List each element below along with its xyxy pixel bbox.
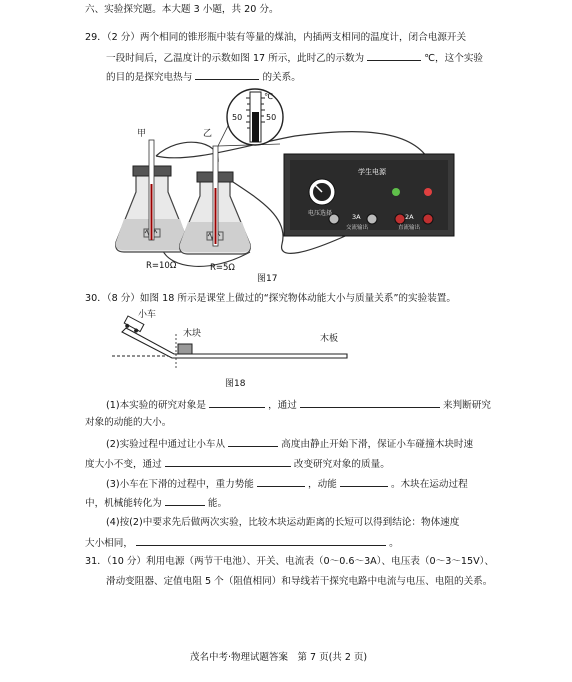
q30-p1 bbox=[106, 397, 491, 413]
ramp-and-board bbox=[122, 328, 347, 358]
q29-line2-text-a: 一段时间后，乙温度计的示数如图 17 所示，此时乙的示数为 bbox=[106, 53, 365, 64]
power-left-terminal: 3A bbox=[352, 213, 361, 221]
section-heading: 六、实验探究题。本大题 3 小题，共 20 分。 bbox=[85, 4, 279, 15]
fig18-car-label: 小车 bbox=[138, 310, 157, 320]
label-yi: 乙 bbox=[203, 129, 213, 139]
power-title: 学生电源 bbox=[358, 168, 386, 176]
q29-line3-text-b: 的关系。 bbox=[262, 72, 301, 83]
q30-p3-text-e: 能。 bbox=[207, 498, 228, 509]
q30-p2-text-b: 高度由静止开始下滑，保证小车碰撞木块时速 bbox=[281, 439, 474, 450]
q30-p3 bbox=[106, 476, 468, 492]
q29-line1: 29．（2 分）两个相同的锥形瓶中装有等量的煤油，内插两支相同的温度计，闭合电源开关 bbox=[85, 32, 467, 43]
q30-p4-text-c: 。 bbox=[389, 538, 399, 549]
q30-p1-text-a: (1)本实验的研究对象是 bbox=[106, 400, 206, 411]
q31-line2: 滑动变阻器、定值电阻 5 个（阻值相同）和导线若干探究电路中电流与电压、电阻的关系。 bbox=[106, 576, 493, 587]
answer-blank-temperature[interactable] bbox=[367, 50, 421, 61]
answer-blank-conclusion[interactable] bbox=[136, 535, 386, 546]
q30-p2-text-d: 改变研究对象的质量。 bbox=[293, 459, 390, 470]
fig18-block-label: 木块 bbox=[183, 329, 202, 339]
q30-p2-text-c: 度大小不变，通过 bbox=[85, 459, 162, 470]
answer-blank-factor[interactable] bbox=[195, 69, 259, 80]
answer-blank-height[interactable] bbox=[228, 436, 278, 447]
q29-line2 bbox=[106, 50, 483, 66]
q30-p3-text-d: 中，机械能转化为 bbox=[85, 498, 162, 509]
resistor-yi-label: R=5Ω bbox=[210, 263, 235, 273]
answer-blank-judge[interactable] bbox=[300, 397, 440, 408]
q30-p1-text-b: ，通过 bbox=[268, 400, 297, 411]
q31-line1: 31．（10 分）利用电源（两节干电池）、开关、电流表（0～0.6～3A）、电压表（0～3～15V）、 bbox=[85, 556, 495, 567]
thermo-right-value: 50 bbox=[266, 113, 277, 122]
q30-p2-text-a: (2)实验过程中通过让小车从 bbox=[106, 439, 226, 450]
q30-p4-text-b: 大小相同， bbox=[85, 538, 133, 549]
q30-p4-cont bbox=[85, 535, 399, 551]
q30-p4: (4)按(2)中要求先后做两次实验，比较木块运动距离的长短可以得到结论：物体速度 bbox=[106, 517, 460, 528]
answer-blank-object[interactable] bbox=[209, 397, 265, 408]
wire-flask-link bbox=[156, 142, 218, 162]
figure-17-caption: 图17 bbox=[257, 274, 278, 284]
q29-line3-text-a: 的目的是探究电热与 bbox=[106, 72, 193, 83]
q30-p3-text-b: ，动能 bbox=[308, 479, 337, 490]
thermo-unit: ℃ bbox=[264, 92, 273, 101]
power-right-terminal: 2A bbox=[405, 213, 414, 221]
thermo-left-value: 50 bbox=[232, 113, 243, 122]
q30-p3-cont bbox=[85, 495, 227, 511]
fig18-board-label: 木板 bbox=[320, 334, 339, 344]
q30-p3-text-a: (3)小车在下滑的过程中，重力势能 bbox=[106, 479, 254, 490]
flask-yi bbox=[180, 146, 251, 254]
q30-p2 bbox=[106, 436, 473, 452]
wood-block bbox=[178, 344, 192, 354]
answer-blank-kinetic[interactable] bbox=[340, 476, 388, 487]
q30-p2-cont bbox=[85, 456, 390, 472]
label-jia: 甲 bbox=[137, 129, 147, 139]
flask-jia bbox=[116, 140, 189, 252]
figure-18-caption: 图18 bbox=[225, 379, 246, 389]
page-footer: 茂名中考·物理试题答案 第 7 页(共 2 页) bbox=[190, 652, 368, 663]
power-knob-label: 电压选择 bbox=[308, 210, 333, 217]
answer-blank-mass-method[interactable] bbox=[165, 456, 291, 467]
q30-intro: 30．（8 分）如图 18 所示是课堂上做过的“探究物体动能大小与质量关系”的实验装置。 bbox=[85, 293, 456, 304]
answer-blank-energy[interactable] bbox=[165, 495, 205, 506]
q30-p3-text-c: 。木块在运动过程 bbox=[390, 479, 468, 490]
q30-p1-text-c: 来判断研究 bbox=[442, 400, 491, 411]
power-left-sub: 交流输出 bbox=[346, 225, 369, 231]
q30-p1-cont: 对象的动能的大小。 bbox=[85, 417, 172, 428]
q29-line2-text-b: ℃，这个实验 bbox=[424, 53, 484, 64]
resistor-jia-label: R=10Ω bbox=[146, 261, 177, 271]
figure-17 bbox=[100, 84, 470, 284]
q29-line3 bbox=[106, 69, 301, 85]
answer-blank-potential[interactable] bbox=[257, 476, 305, 487]
power-right-sub: 直流输出 bbox=[398, 225, 421, 231]
